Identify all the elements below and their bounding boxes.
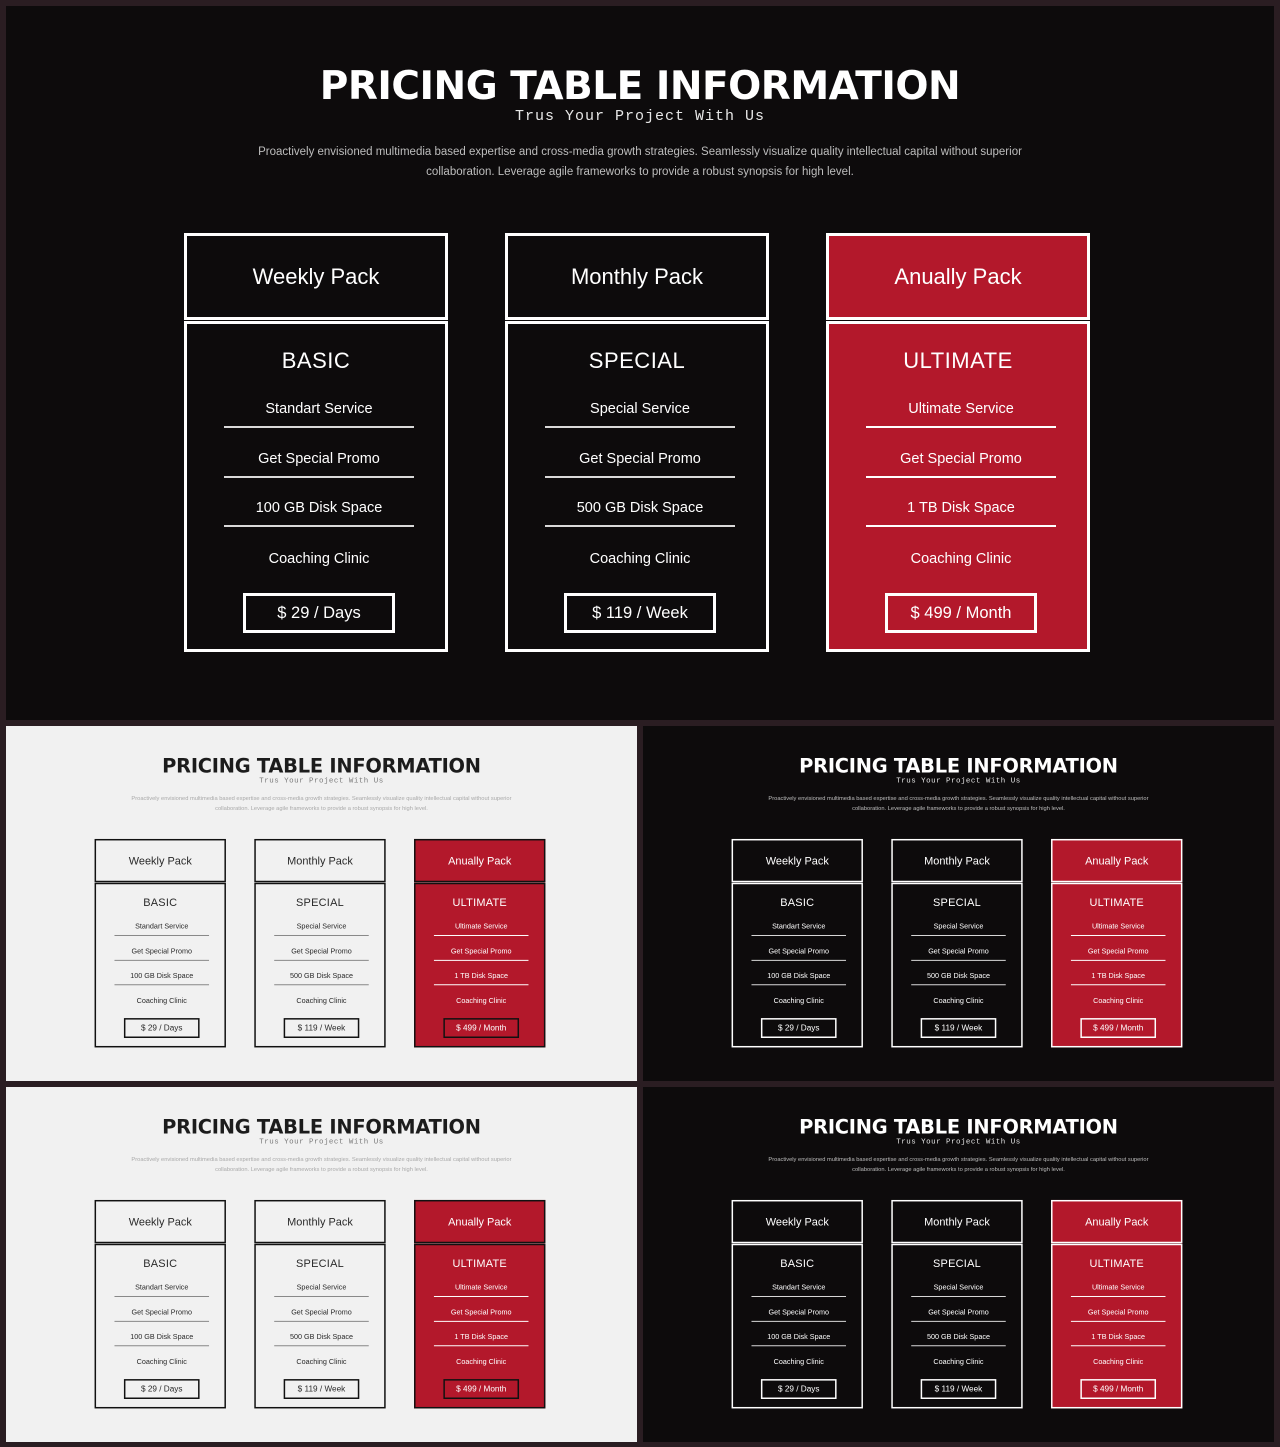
plan-feature: 100 GB Disk Space — [751, 967, 846, 985]
slide-title: PRICING TABLE INFORMATION — [799, 1115, 1118, 1139]
plan-price-button[interactable]: $ 499 / Month — [885, 593, 1037, 633]
pricing-card-annually — [414, 1200, 545, 1408]
plan-price-button[interactable]: $ 119 / Week — [564, 593, 716, 633]
plan-name: Weekly Pack — [95, 839, 226, 882]
plan-body — [95, 883, 226, 1048]
plan-price-button[interactable]: $ 29 / Days — [124, 1379, 200, 1399]
plan-name: Anually Pack — [1051, 839, 1182, 882]
plan-feature: 500 GB Disk Space — [545, 491, 735, 527]
pricing-card-annually — [414, 839, 545, 1047]
plan-name: Anually Pack — [414, 1200, 545, 1243]
plan-feature: 1 TB Disk Space — [866, 491, 1056, 527]
pricing-card-monthly — [254, 839, 385, 1047]
plan-feature: 1 TB Disk Space — [1071, 967, 1166, 985]
plan-body — [891, 1244, 1022, 1409]
pricing-card-annually — [1051, 839, 1182, 1047]
plan-name: Weekly Pack — [95, 1200, 226, 1243]
plan-feature: Get Special Promo — [274, 1304, 369, 1322]
plan-feature: 1 TB Disk Space — [434, 967, 529, 985]
slide-subtitle: Trus Your Project With Us — [259, 776, 384, 786]
slide-subtitle: Trus Your Project With Us — [896, 776, 1021, 786]
plan-price-button[interactable]: $ 29 / Days — [243, 593, 395, 633]
plan-feature: 100 GB Disk Space — [114, 967, 209, 985]
plan-tier: SPECIAL — [588, 348, 686, 373]
plan-feature: Coaching Clinic — [933, 997, 984, 1006]
slide-subtitle: Trus Your Project With Us — [514, 108, 766, 125]
slide-title: PRICING TABLE INFORMATION — [319, 64, 961, 109]
plan-name: Monthly Pack — [891, 1200, 1022, 1243]
description-line: collaboration. Leverage agile frameworks to provide a robust synopsis for high level. — [215, 1166, 428, 1173]
plan-feature: Ultimate Service — [866, 392, 1056, 428]
pricing-slide-content — [6, 726, 637, 1081]
plan-price-button[interactable]: $ 29 / Days — [124, 1018, 200, 1038]
plan-feature: Get Special Promo — [114, 943, 209, 961]
plan-feature: 100 GB Disk Space — [114, 1328, 209, 1346]
pricing-card-monthly — [254, 1200, 385, 1408]
plan-body — [1051, 1244, 1182, 1409]
plan-feature: Get Special Promo — [911, 1304, 1006, 1322]
plan-feature: Get Special Promo — [1071, 943, 1166, 961]
plan-feature: 100 GB Disk Space — [224, 491, 414, 527]
slide-subtitle: Trus Your Project With Us — [896, 1137, 1021, 1147]
pricing-card-monthly — [891, 1200, 1022, 1408]
slide-description — [122, 1155, 520, 1174]
plan-tier: BASIC — [780, 1257, 815, 1270]
plan-feature: Get Special Promo — [911, 943, 1006, 961]
description-line: collaboration. Leverage agile frameworks to provide a robust synopsis for high level. — [215, 805, 428, 812]
plan-feature: Coaching Clinic — [1093, 1358, 1144, 1367]
slide-description — [240, 143, 1040, 182]
plan-body — [184, 321, 448, 652]
slide-title: PRICING TABLE INFORMATION — [162, 754, 481, 778]
plan-body — [254, 883, 385, 1048]
plan-body — [414, 1244, 545, 1409]
pricing-card-weekly — [95, 839, 226, 1047]
pricing-slide-content — [6, 6, 1274, 720]
plan-tier: ULTIMATE — [452, 896, 507, 909]
plan-body — [891, 883, 1022, 1048]
plan-tier: SPECIAL — [295, 896, 344, 909]
plan-feature: Coaching Clinic — [268, 551, 370, 567]
plan-tier: ULTIMATE — [1089, 896, 1144, 909]
plan-tier: SPECIAL — [295, 1257, 344, 1270]
plan-feature: Special Service — [274, 1279, 369, 1297]
plan-feature: Special Service — [274, 918, 369, 936]
plan-feature: Special Service — [911, 918, 1006, 936]
slide-description — [122, 794, 520, 813]
plan-feature: Coaching Clinic — [136, 997, 187, 1006]
plan-body — [732, 1244, 863, 1409]
slide-thumb-light-1[interactable] — [6, 726, 637, 1081]
plan-feature: Ultimate Service — [434, 918, 529, 936]
pricing-card-annually — [826, 233, 1090, 652]
description-line: Proactively envisioned multimedia based expertise and cross-media growth strategies. Seamlessly visualize quality intellectual capital without superior — [258, 146, 1022, 158]
plan-feature: 1 TB Disk Space — [434, 1328, 529, 1346]
plan-feature: Coaching Clinic — [589, 551, 691, 567]
description-line: Proactively envisioned multimedia based expertise and cross-media growth strategies. Seamlessly visualize quality intellectual capital without superior — [131, 795, 512, 802]
plan-tier: BASIC — [143, 1257, 178, 1270]
plan-tier: ULTIMATE — [903, 348, 1013, 373]
plan-name: Anually Pack — [826, 233, 1090, 320]
plan-name: Monthly Pack — [254, 1200, 385, 1243]
slide-title: PRICING TABLE INFORMATION — [162, 1115, 481, 1139]
plan-feature: Get Special Promo — [274, 943, 369, 961]
plan-feature: Get Special Promo — [114, 1304, 209, 1322]
plan-name: Monthly Pack — [505, 233, 769, 320]
plan-price-button[interactable]: $ 29 / Days — [761, 1018, 837, 1038]
plan-body — [414, 883, 545, 1048]
plan-feature: Get Special Promo — [751, 943, 846, 961]
plan-tier: BASIC — [281, 348, 351, 373]
pricing-card-weekly — [184, 233, 448, 652]
slide-thumb-dark-2[interactable] — [643, 1087, 1274, 1442]
pricing-card-weekly — [95, 1200, 226, 1408]
description-line: collaboration. Leverage agile frameworks to provide a robust synopsis for high level. — [852, 805, 1065, 812]
plan-feature: Coaching Clinic — [296, 997, 347, 1006]
plan-feature: Standart Service — [114, 918, 209, 936]
plan-feature: Coaching Clinic — [773, 997, 824, 1006]
plan-feature: 500 GB Disk Space — [274, 1328, 369, 1346]
plan-feature: Ultimate Service — [1071, 918, 1166, 936]
plan-tier: ULTIMATE — [1089, 1257, 1144, 1270]
plan-name: Weekly Pack — [732, 839, 863, 882]
plan-feature: 500 GB Disk Space — [911, 967, 1006, 985]
plan-price-button[interactable]: $ 499 / Month — [443, 1018, 519, 1038]
plan-body — [826, 321, 1090, 652]
plan-feature: Get Special Promo — [866, 442, 1056, 478]
plan-feature: Get Special Promo — [224, 442, 414, 478]
pricing-slide-content — [643, 726, 1274, 1081]
plan-feature: Standart Service — [224, 392, 414, 428]
plan-feature: Coaching Clinic — [136, 1358, 187, 1367]
pricing-slide-content — [643, 1087, 1274, 1442]
plan-feature: Standart Service — [114, 1279, 209, 1297]
plan-price-button[interactable]: $ 119 / Week — [284, 1018, 360, 1038]
plan-feature: Special Service — [545, 392, 735, 428]
pricing-card-weekly — [732, 1200, 863, 1408]
plan-feature: Coaching Clinic — [910, 551, 1012, 567]
plan-name: Monthly Pack — [891, 839, 1022, 882]
plan-name: Weekly Pack — [184, 233, 448, 320]
plan-name: Anually Pack — [1051, 1200, 1182, 1243]
plan-feature: Coaching Clinic — [933, 1358, 984, 1367]
pricing-card-monthly — [891, 839, 1022, 1047]
plan-tier: SPECIAL — [932, 896, 981, 909]
plan-feature: Ultimate Service — [434, 1279, 529, 1297]
description-line: Proactively envisioned multimedia based expertise and cross-media growth strategies. Seamlessly visualize quality intellectual capital without superior — [768, 1156, 1149, 1163]
plan-tier: SPECIAL — [932, 1257, 981, 1270]
slide-description — [759, 794, 1157, 813]
plan-price-button[interactable]: $ 29 / Days — [761, 1379, 837, 1399]
slide-thumb-light-2[interactable] — [6, 1087, 637, 1442]
plan-name: Monthly Pack — [254, 839, 385, 882]
plan-feature: Coaching Clinic — [296, 1358, 347, 1367]
plan-tier: BASIC — [143, 896, 178, 909]
plan-feature: 1 TB Disk Space — [1071, 1328, 1166, 1346]
slide-thumb-dark-1[interactable] — [643, 726, 1274, 1081]
plan-feature: Standart Service — [751, 1279, 846, 1297]
plan-feature: Get Special Promo — [434, 1304, 529, 1322]
plan-feature: 100 GB Disk Space — [751, 1328, 846, 1346]
description-line: collaboration. Leverage agile frameworks to provide a robust synopsis for high level. — [426, 165, 854, 178]
plan-price-button[interactable]: $ 119 / Week — [284, 1379, 360, 1399]
slide-description — [759, 1155, 1157, 1174]
pricing-card-weekly — [732, 839, 863, 1047]
plan-feature: 500 GB Disk Space — [911, 1328, 1006, 1346]
plan-feature: Ultimate Service — [1071, 1279, 1166, 1297]
plan-body — [732, 883, 863, 1048]
pricing-slide-content — [6, 1087, 637, 1442]
plan-feature: Coaching Clinic — [1093, 997, 1144, 1006]
plan-feature: Get Special Promo — [1071, 1304, 1166, 1322]
plan-feature: Coaching Clinic — [773, 1358, 824, 1367]
plan-name: Anually Pack — [414, 839, 545, 882]
plan-feature: Get Special Promo — [751, 1304, 846, 1322]
plan-tier: ULTIMATE — [452, 1257, 507, 1270]
description-line: Proactively envisioned multimedia based expertise and cross-media growth strategies. Seamlessly visualize quality intellectual capital without superior — [768, 795, 1149, 802]
plan-price-button[interactable]: $ 119 / Week — [921, 1379, 997, 1399]
plan-feature: Coaching Clinic — [456, 997, 507, 1006]
plan-feature: 500 GB Disk Space — [274, 967, 369, 985]
plan-feature: Coaching Clinic — [456, 1358, 507, 1367]
plan-feature: Get Special Promo — [434, 943, 529, 961]
plan-feature: Special Service — [911, 1279, 1006, 1297]
plan-feature: Get Special Promo — [545, 442, 735, 478]
slide-subtitle: Trus Your Project With Us — [259, 1137, 384, 1147]
plan-body — [1051, 883, 1182, 1048]
plan-name: Weekly Pack — [732, 1200, 863, 1243]
plan-body — [505, 321, 769, 652]
pricing-card-annually — [1051, 1200, 1182, 1408]
plan-feature: Standart Service — [751, 918, 846, 936]
plan-price-button[interactable]: $ 119 / Week — [921, 1018, 997, 1038]
slide-main-dark[interactable] — [6, 6, 1274, 720]
plan-price-button[interactable]: $ 499 / Month — [1080, 1018, 1156, 1038]
plan-price-button[interactable]: $ 499 / Month — [1080, 1379, 1156, 1399]
description-line: collaboration. Leverage agile frameworks to provide a robust synopsis for high level. — [852, 1166, 1065, 1173]
plan-price-button[interactable]: $ 499 / Month — [443, 1379, 519, 1399]
slide-title: PRICING TABLE INFORMATION — [799, 754, 1118, 778]
pricing-card-monthly — [505, 233, 769, 652]
plan-body — [254, 1244, 385, 1409]
description-line: Proactively envisioned multimedia based expertise and cross-media growth strategies. Seamlessly visualize quality intellectual capital without superior — [131, 1156, 512, 1163]
plan-tier: BASIC — [780, 896, 815, 909]
plan-body — [95, 1244, 226, 1409]
